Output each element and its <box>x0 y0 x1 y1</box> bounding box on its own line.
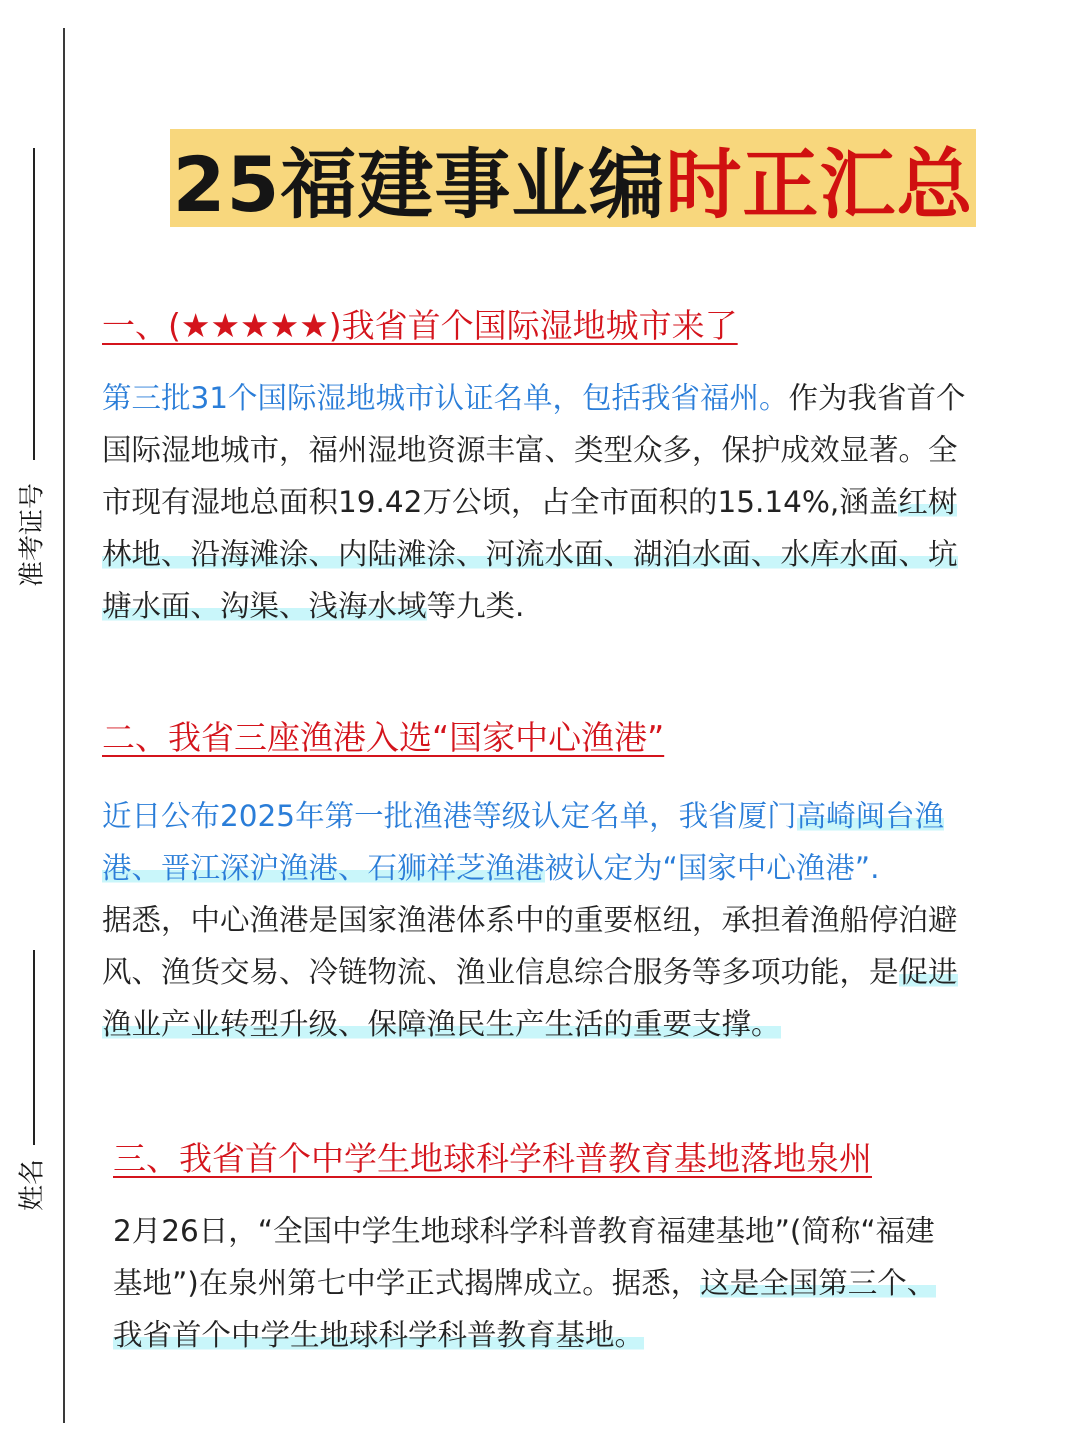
highlighted-text: 红树 <box>898 485 958 519</box>
body-text: 等九类. <box>426 589 525 623</box>
name-line <box>33 950 35 1145</box>
body-text: 风、渔货交易、冷链物流、渔业信息综合服务等多项功能，是 <box>102 955 899 989</box>
paragraph-line <box>102 580 1042 632</box>
paragraph-line <box>102 894 1042 946</box>
highlighted-text: 塘水面、沟渠、浅海水域 <box>102 589 427 623</box>
body-text: 国际湿地城市，福州湿地资源丰富、类型众多，保护成效显著。全 <box>102 433 958 467</box>
paragraph-line <box>102 476 1042 528</box>
paragraph-line <box>102 842 1042 894</box>
section-3-body <box>113 1205 1043 1361</box>
highlighted-text: 这是全国第三个、 <box>700 1266 937 1300</box>
highlighted-text: 林地、沿海滩涂、内陆滩涂、河流水面、湖泊水面、水库水面、坑 <box>102 537 958 571</box>
section-1-heading: 一、(★★★★★)我省首个国际湿地城市来了 <box>102 306 738 345</box>
body-text: 作为我省首个 <box>788 381 966 415</box>
blue-text: 第三批31个国际湿地城市认证名单，包括我省福州。 <box>102 381 789 415</box>
section-3-heading: 三、我省首个中学生地球科学科普教育基地落地泉州 <box>113 1139 872 1178</box>
section-1-body <box>102 372 1042 632</box>
paragraph-line <box>113 1309 1043 1361</box>
paragraph-line <box>102 528 1042 580</box>
paragraph-line <box>102 372 1042 424</box>
paragraph-line <box>102 998 1042 1050</box>
page-title <box>170 129 976 227</box>
margin-rule <box>63 28 65 1423</box>
section-2-heading: 二、我省三座渔港入选“国家中心渔港” <box>102 718 665 757</box>
blue-text: 被认定为“国家中心渔港”. <box>544 851 880 885</box>
paragraph-line <box>113 1205 1043 1257</box>
title-part-1: 25福建事业编 <box>172 139 666 229</box>
body-text: 市现有湿地总面积19.42万公顷，占全市面积的15.14%,涵盖 <box>102 485 899 519</box>
section-2-body <box>102 790 1042 1050</box>
paragraph-line <box>102 790 1042 842</box>
exam-id-label: 准考证号 <box>17 482 48 588</box>
name-label: 姓名 <box>17 1158 48 1212</box>
highlighted-blue-text: 港、晋江深沪渔港、石狮祥芝渔港 <box>102 851 545 885</box>
highlighted-blue-text: 高崎闽台渔 <box>796 799 945 833</box>
body-text: 基地”)在泉州第七中学正式揭牌成立。据悉， <box>113 1266 701 1300</box>
title-part-2: 时正汇总 <box>665 139 974 229</box>
body-text: 2月26日，“全国中学生地球科学科普教育福建基地”(简称“福建 <box>113 1214 935 1248</box>
exam-id-line <box>33 148 35 460</box>
paragraph-line <box>113 1257 1043 1309</box>
paragraph-line <box>102 424 1042 476</box>
highlighted-text: 我省首个中学生地球科学科普教育基地。 <box>113 1318 645 1352</box>
blue-text: 近日公布2025年第一批渔港等级认定名单，我省厦门 <box>102 799 797 833</box>
body-text: 据悉，中心渔港是国家渔港体系中的重要枢纽，承担着渔船停泊避 <box>102 903 958 937</box>
highlighted-text: 渔业产业转型升级、保障渔民生产生活的重要支撑。 <box>102 1007 781 1041</box>
paragraph-line <box>102 946 1042 998</box>
highlighted-text: 促进 <box>898 955 958 989</box>
